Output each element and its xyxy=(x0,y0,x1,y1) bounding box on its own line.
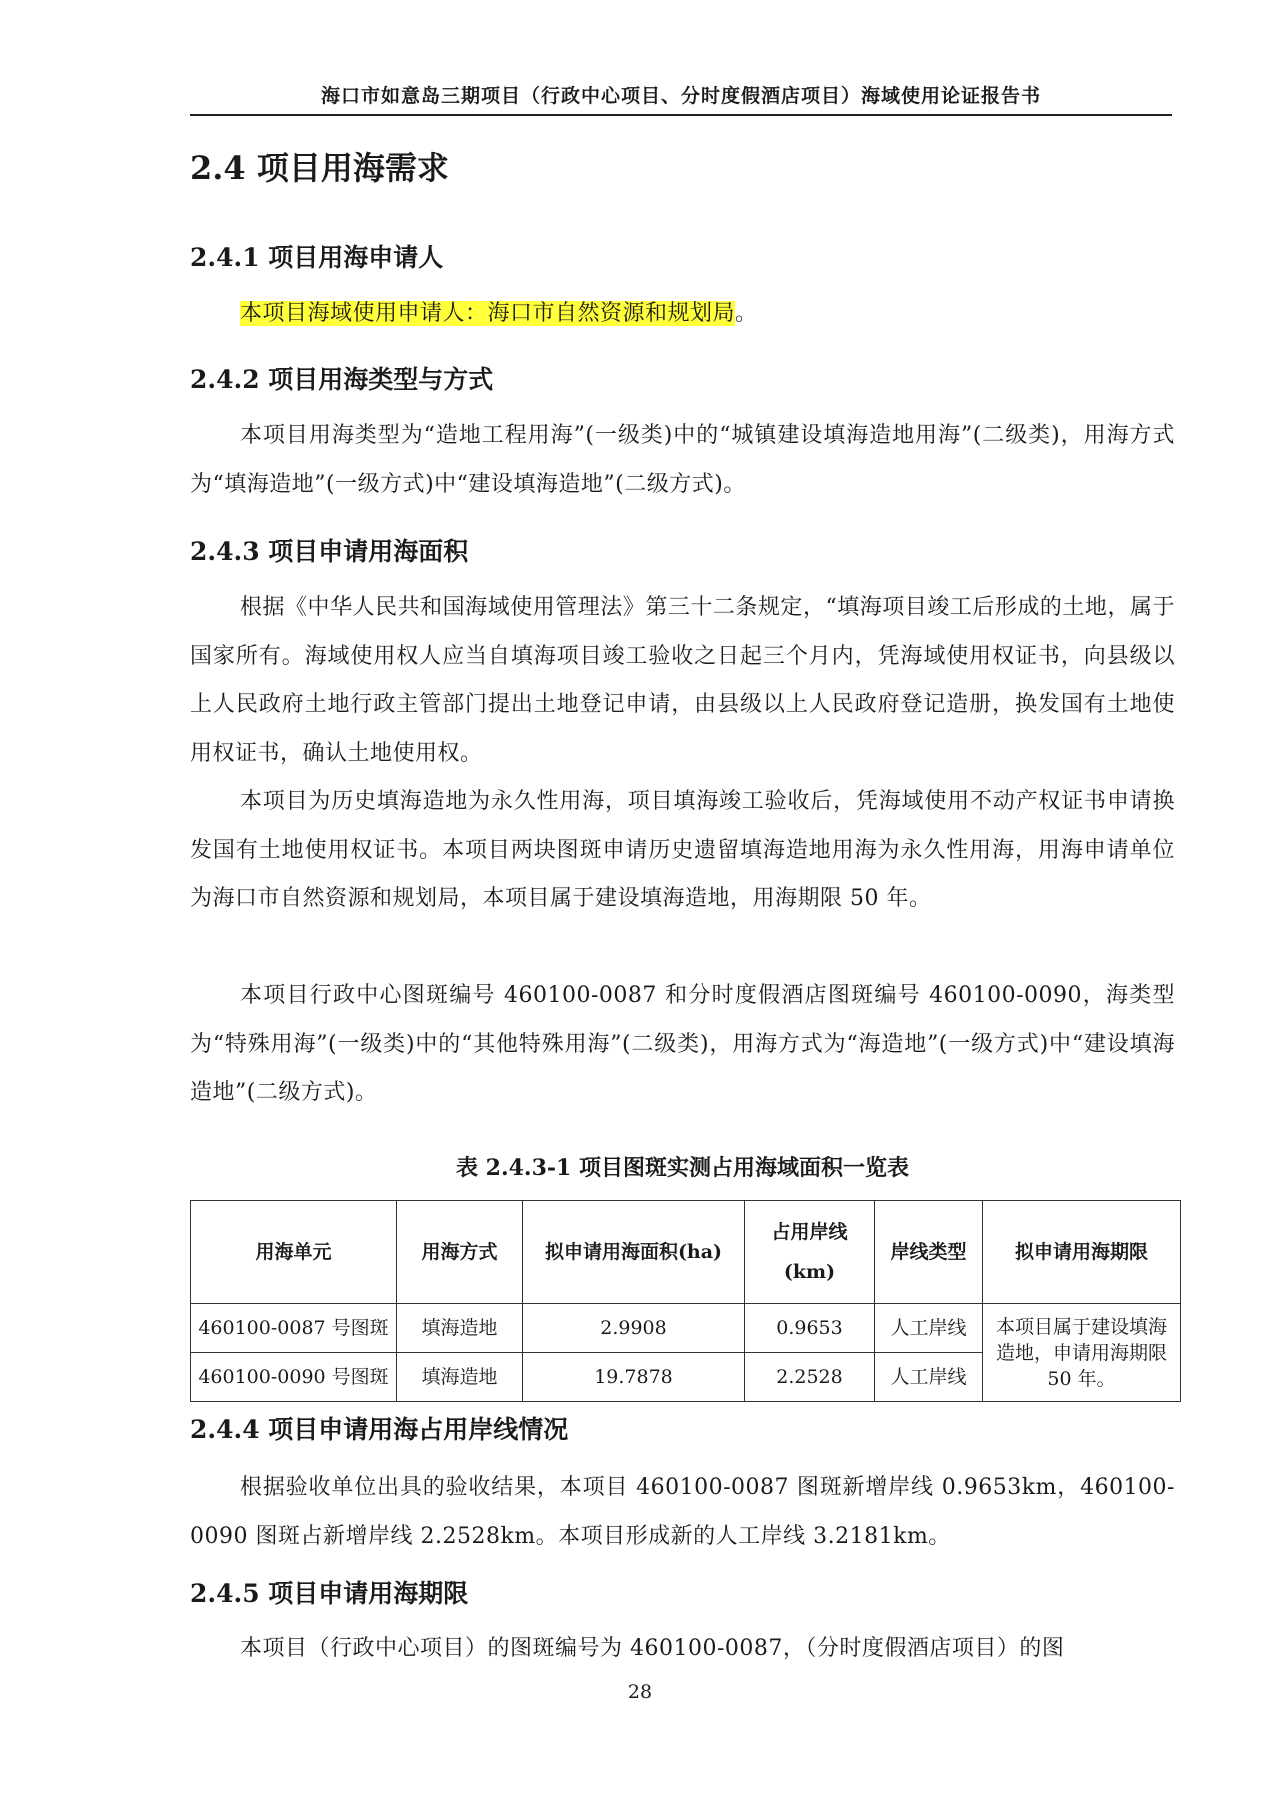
sea-area-table xyxy=(190,1200,1181,1402)
page-number: 28 xyxy=(627,1681,653,1703)
law-paragraph: 根据《中华人民共和国海域使用管理法》第三十二条规定，“填海项目竣工后形成的土地，属于国家所有。海域使用权人应当自填海项目竣工验收之日起三个月内，凭海域使用权证书，向县级以上人民政府土地行政主管部门提出土地登记申请，由县级以上人民政府登记造册，换发国有土地使用权证书，确认土地使用权。 xyxy=(190,595,1175,766)
table-cell: 人工岸线 xyxy=(875,1304,983,1353)
term-paragraph: 本项目（行政中心项目）的图斑编号为 460100-0087，（分时度假酒店项目）的图 xyxy=(240,1636,1065,1661)
highlighted-applicant-text: 本项目海域使用申请人：海口市自然资源和规划局 xyxy=(240,301,736,326)
header-cell: 岸线类型 xyxy=(875,1201,983,1304)
running-header: 海口市如意岛三期项目（行政中心项目、分时度假酒店项目）海域使用论证报告书 xyxy=(320,85,1041,107)
header-cell: 占用岸线 (km) xyxy=(745,1201,875,1304)
applicant-period: 。 xyxy=(735,301,758,326)
shoreline-paragraph: 根据验收单位出具的验收结果，本项目 460100-0087 图斑新增岸线 0.9653km，460100-0090 图斑占新增岸线 2.2528km。本项目形成新的人工岸线 3.2181km。 xyxy=(190,1475,1175,1549)
section-heading-2-4-2: 2.4.2 项目用海类型与方式 xyxy=(190,365,494,394)
header-cell: 用海方式 xyxy=(397,1201,523,1304)
applicant-paragraph xyxy=(190,290,1175,339)
section-heading-2-4-3: 2.4.3 项目申请用海面积 xyxy=(190,537,469,566)
header-cell: 拟申请用海面积(ha) xyxy=(523,1201,745,1304)
table-cell: 0.9653 xyxy=(745,1304,875,1353)
table-row xyxy=(191,1304,1181,1353)
plot-number-paragraph: 本项目行政中心图斑编号 460100-0087 和分时度假酒店图斑编号 460100-0090，海类型为“特殊用海”(一级类)中的“其他特殊用海”(二级类)，用海方式为“海造地”(一级方式)中“建设填海造地”(二级方式)。 xyxy=(190,983,1175,1105)
section-heading-2-4-5: 2.4.5 项目申请用海期限 xyxy=(190,1579,469,1608)
history-paragraph: 本项目为历史填海造地为永久性用海，项目填海竣工验收后，凭海域使用不动产权证书申请换发国有土地使用权证书。本项目两块图斑申请历史遗留填海造地用海为永久性用海，用海申请单位为海口市自然资源和规划局，本项目属于建设填海造地，用海期限 50 年。 xyxy=(190,789,1175,911)
header-cell: 拟申请用海期限 xyxy=(983,1201,1181,1304)
table-cell: 2.2528 xyxy=(745,1353,875,1402)
table-cell: 460100-0090 号图斑 xyxy=(191,1353,397,1402)
table-header-row xyxy=(191,1201,1181,1304)
table-cell: 2.9908 xyxy=(523,1304,745,1353)
header-rule xyxy=(190,114,1172,116)
section-heading-2-4: 2.4 项目用海需求 xyxy=(190,149,449,187)
section-heading-2-4-4: 2.4.4 项目申请用海占用岸线情况 xyxy=(190,1415,569,1444)
section-heading-2-4-1: 2.4.1 项目用海申请人 xyxy=(190,243,444,272)
table-cell: 460100-0087 号图斑 xyxy=(191,1304,397,1353)
table-caption: 表 2.4.3-1 项目图斑实测占用海域面积一览表 xyxy=(456,1155,909,1181)
header-cell: 用海单元 xyxy=(191,1201,397,1304)
table-cell: 人工岸线 xyxy=(875,1353,983,1402)
table-cell: 19.7878 xyxy=(523,1353,745,1402)
table-cell: 填海造地 xyxy=(397,1304,523,1353)
term-cell: 本项目属于建设填海造地，申请用海期限 50 年。 xyxy=(983,1304,1181,1402)
sea-use-type-paragraph: 本项目用海类型为“造地工程用海”(一级类)中的“城镇建设填海造地用海”(二级类)，用海方式为“填海造地”(一级方式)中“建设填海造地”(二级方式)。 xyxy=(190,423,1175,497)
table-cell: 填海造地 xyxy=(397,1353,523,1402)
